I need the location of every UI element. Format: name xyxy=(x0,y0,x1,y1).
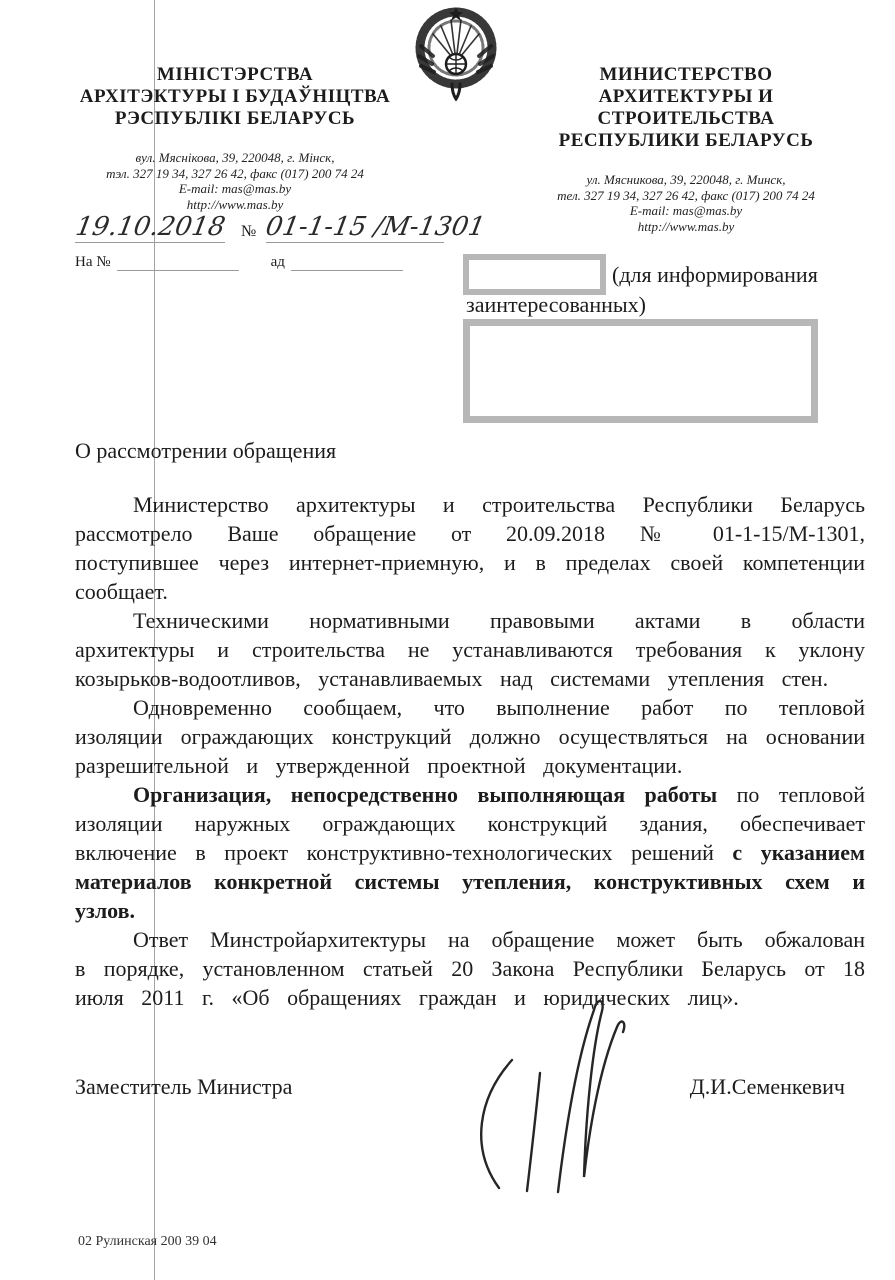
address-line: E-mail: mas@mas.by xyxy=(629,203,743,218)
reference-incoming-row xyxy=(75,254,403,271)
redaction-box-large xyxy=(463,319,818,423)
handwritten-signature xyxy=(400,985,650,1195)
letterhead-russian xyxy=(511,64,861,234)
blank-underline xyxy=(291,254,403,271)
title-line: АРХІТЭКТУРЫ І БУДАЎНІЦТВА xyxy=(79,86,391,107)
title-line: РЕСПУБЛИКИ БЕЛАРУСЬ xyxy=(558,130,814,151)
paragraph-3: Одновременно сообщаем, что выполнение работ по тепловой изоляции ограждающих конструкций должно осуществляться на основании разрешительной и утвержденной проектной документации. xyxy=(75,695,865,778)
reference-date-number-row xyxy=(72,212,488,243)
ministry-title-by xyxy=(60,64,410,130)
paragraph-2: Техническими нормативными правовыми актами в области архитектуры и строительства не устанавливаются требования к уклону козырьков-водоотливов, устанавливаемых над системами утепления стен. xyxy=(75,608,865,691)
title-line: АРХИТЕКТУРЫ И СТРОИТЕЛЬСТВА xyxy=(597,86,775,129)
ministry-address-ru xyxy=(511,172,861,234)
belarus-emblem-icon xyxy=(412,3,500,101)
letter-body xyxy=(75,490,865,1012)
paragraph-1: Министерство архитектуры и строительства Республики Беларусь рассмотрело Ваше обращение от 20.09.2018 № 01-1-15/М-1301, поступившее через интернет-приемную, и в пределах своей компетенции сообщает. xyxy=(75,492,865,604)
from-label: ад xyxy=(270,254,285,270)
redaction-box-small xyxy=(463,254,606,295)
title-line: РЭСПУБЛІКІ БЕЛАРУСЬ xyxy=(114,108,356,129)
ministry-address-by xyxy=(60,150,410,212)
address-line: http://www.mas.by xyxy=(186,196,284,212)
title-line: МІНІСТЭРСТВА xyxy=(156,64,314,85)
number-sign: № xyxy=(241,223,257,240)
recipient-note-line1: (для информирования xyxy=(612,262,818,287)
signer-name: Д.И.Семенкевич xyxy=(689,1074,845,1099)
address-line: вул. Мяснікова, 39, 220048, г. Мінск, xyxy=(135,150,335,165)
recipient-note-line2: заинтересованных) xyxy=(466,292,646,317)
on-number-label: На № xyxy=(75,254,111,270)
subject-line: О рассмотрении обращения xyxy=(75,438,337,463)
address-line: тэл. 327 19 34, 327 26 42, факс (017) 200 74 24 xyxy=(106,165,364,181)
blank-underline xyxy=(117,254,239,271)
paragraph-5: Ответ Минстройархитектуры на обращение может быть обжалован в порядке, установленном статьей 20 Закона Республики Беларусь от 18 июля 2011 г. «Об обращениях граждан и юридических лиц». xyxy=(75,927,865,1010)
letterhead-belarusian xyxy=(60,64,410,212)
title-line: МИНИСТЕРСТВО xyxy=(599,64,773,85)
date-underline xyxy=(72,212,228,243)
signer-position: Заместитель Министра xyxy=(75,1074,293,1099)
number-underline xyxy=(263,212,488,243)
address-line: тел. 327 19 34, 327 26 42, факс (017) 200 74 24 xyxy=(557,187,815,203)
bold-fragment: с указанием материалов конкретной системы утепления, конструктивных схем и узлов. xyxy=(75,840,865,923)
executor-footer: 02 Рулинская 200 39 04 xyxy=(78,1234,217,1249)
address-line: E-mail: mas@mas.by xyxy=(178,181,292,196)
address-line: ул. Мясникова, 39, 220048, г. Минск, xyxy=(586,172,786,187)
handwritten-outgoing-number: 01-1-15 /М-1301 xyxy=(263,212,488,242)
paragraph-4 xyxy=(75,780,865,925)
ministry-title-ru xyxy=(511,64,861,152)
bold-fragment: Организация, непосредственно выполняющая работы xyxy=(133,782,718,807)
normal-fragment: по тепловой изоляции наружных ограждающих конструкций здания, обеспечивает включение в проект конструктивно-технологических решений xyxy=(75,782,865,865)
address-line: http://www.mas.by xyxy=(637,218,735,234)
handwritten-date: 19.10.2018 xyxy=(72,212,228,242)
